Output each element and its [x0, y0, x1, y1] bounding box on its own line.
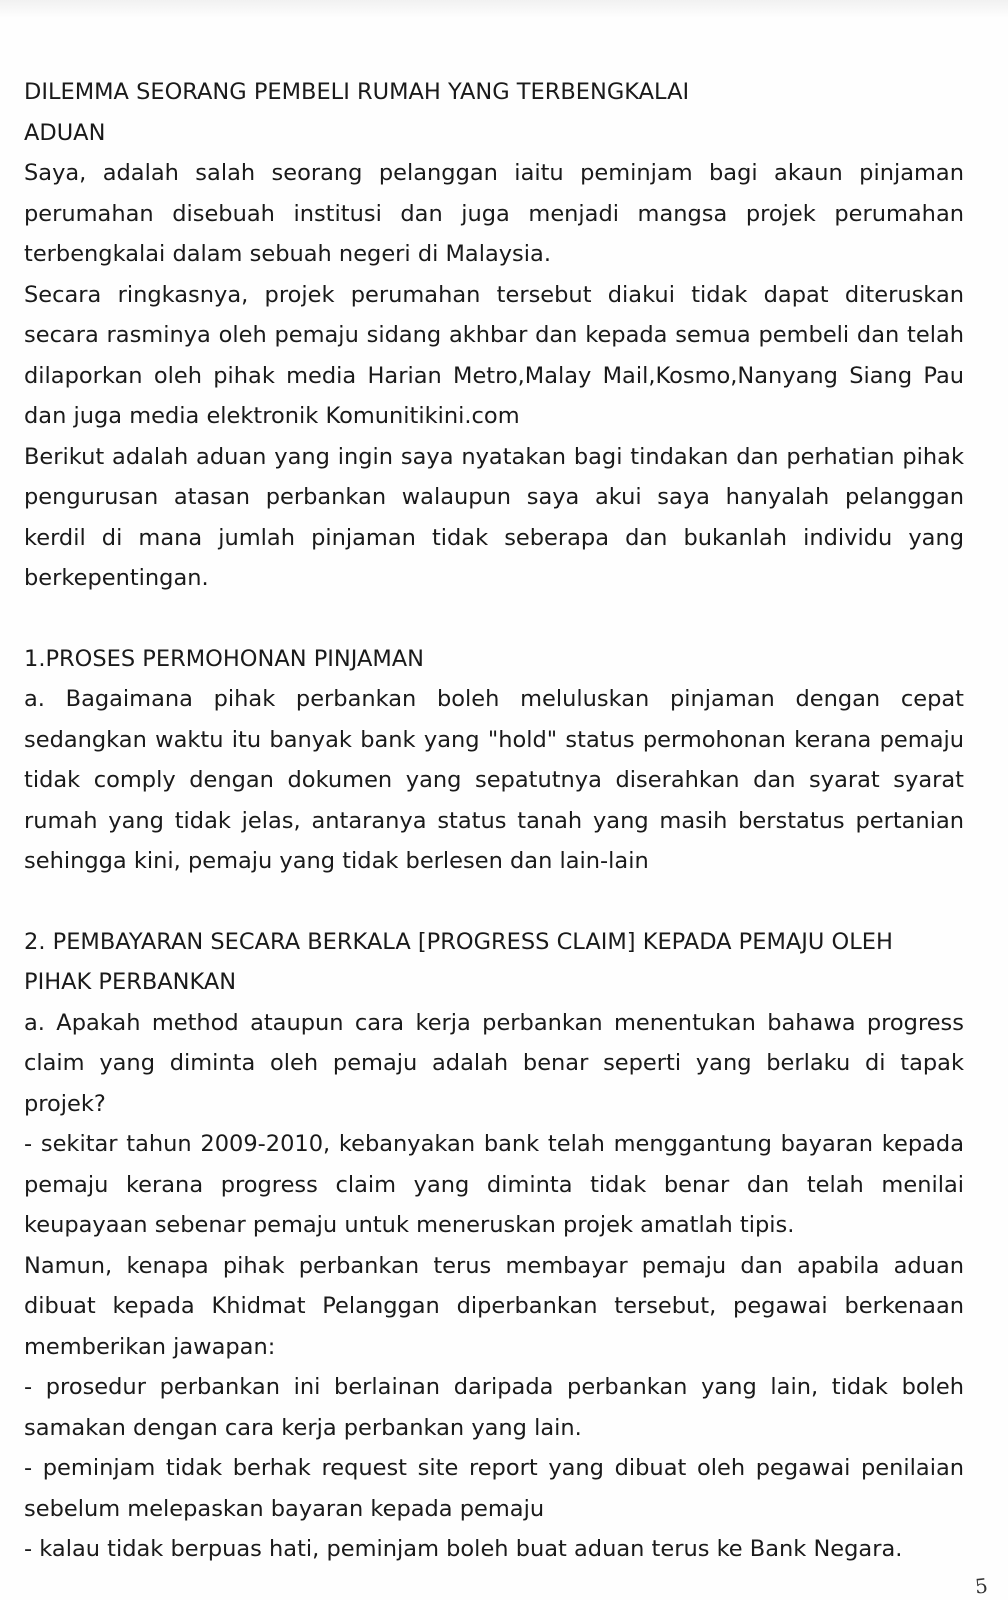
document-body [24, 72, 964, 1570]
section-gap [24, 882, 964, 922]
section-1-paragraph: a. Bagaimana pihak perbankan boleh meluluskan pinjaman dengan cepat sedangkan waktu itu banyak bank yang "hold" status permohonan kerana pemaju tidak comply dengan dokumen yang sepatutnya diserahkan dan syarat syarat rumah yang tidak jelas, antaranya status tanah yang masih berstatus pertanian sehingga kini, pemaju yang tidak berlesen dan lain-lain [24, 686, 964, 874]
document-subtitle: ADUAN [24, 119, 106, 146]
section-gap [24, 599, 964, 639]
section-2-paragraph: a. Apakah method ataupun cara kerja perbankan menentukan bahawa progress claim yang diminta oleh pemaju adalah benar seperti yang berlaku di tapak projek? [24, 1009, 964, 1117]
intro-paragraph: Secara ringkasnya, projek perumahan tersebut diakui tidak dapat diteruskan secara rasminya oleh pemaju sidang akhbar dan kepada semua pembeli dan telah dilaporkan oleh pihak media Harian Metro,Malay Mail,Kosmo,Nanyang Siang Pau dan juga media elektronik Komunitikini.com [24, 281, 964, 429]
intro-paragraph: Saya, adalah salah seorang pelanggan iaitu peminjam bagi akaun pinjaman perumahan disebuah institusi dan juga menjadi mangsa projek perumahan terbengkalai dalam sebuah negeri di Malaysia. [24, 160, 964, 267]
section-2-paragraph: - kalau tidak berpuas hati, peminjam boleh buat aduan terus ke Bank Negara. [24, 1536, 903, 1562]
scan-edge [0, 0, 1008, 18]
section-1-heading: 1.PROSES PERMOHONAN PINJAMAN [24, 645, 424, 672]
intro-paragraph: Berikut adalah aduan yang ingin saya nyatakan bagi tindakan dan perhatian pihak pengurusan atasan perbankan walaupun saya akui saya hanyalah pelanggan kerdil di mana jumlah pinjaman tidak seberapa dan bukanlah individu yang berkepentingan. [24, 443, 964, 591]
document-title: DILEMMA SEORANG PEMBELI RUMAH YANG TERBENGKALAI [24, 79, 690, 105]
section-2-paragraph: - peminjam tidak berhak request site report yang dibuat oleh pegawai penilaian sebelum melepaskan bayaran kepada pemaju [24, 1455, 964, 1522]
page-number-mark: 5 [974, 1573, 990, 1599]
section-2-paragraph: - prosedur perbankan ini berlainan daripada perbankan yang lain, tidak boleh samakan dengan cara kerja perbankan yang lain. [24, 1374, 964, 1441]
section-2-paragraph: - sekitar tahun 2009-2010, kebanyakan bank telah menggantung bayaran kepada pemaju kerana progress claim yang diminta tidak benar dan telah menilai keupayaan sebenar pemaju untuk meneruskan projek amatlah tipis. [24, 1131, 964, 1238]
section-2-paragraph: Namun, kenapa pihak perbankan terus membayar pemaju dan apabila aduan dibuat kepada Khidmat Pelanggan diperbankan tersebut, pegawai berkenaan memberikan jawapan: [24, 1252, 964, 1360]
section-2-heading: 2. PEMBAYARAN SECARA BERKALA [PROGRESS CLAIM] KEPADA PEMAJU OLEH PIHAK PERBANKAN [24, 928, 893, 995]
